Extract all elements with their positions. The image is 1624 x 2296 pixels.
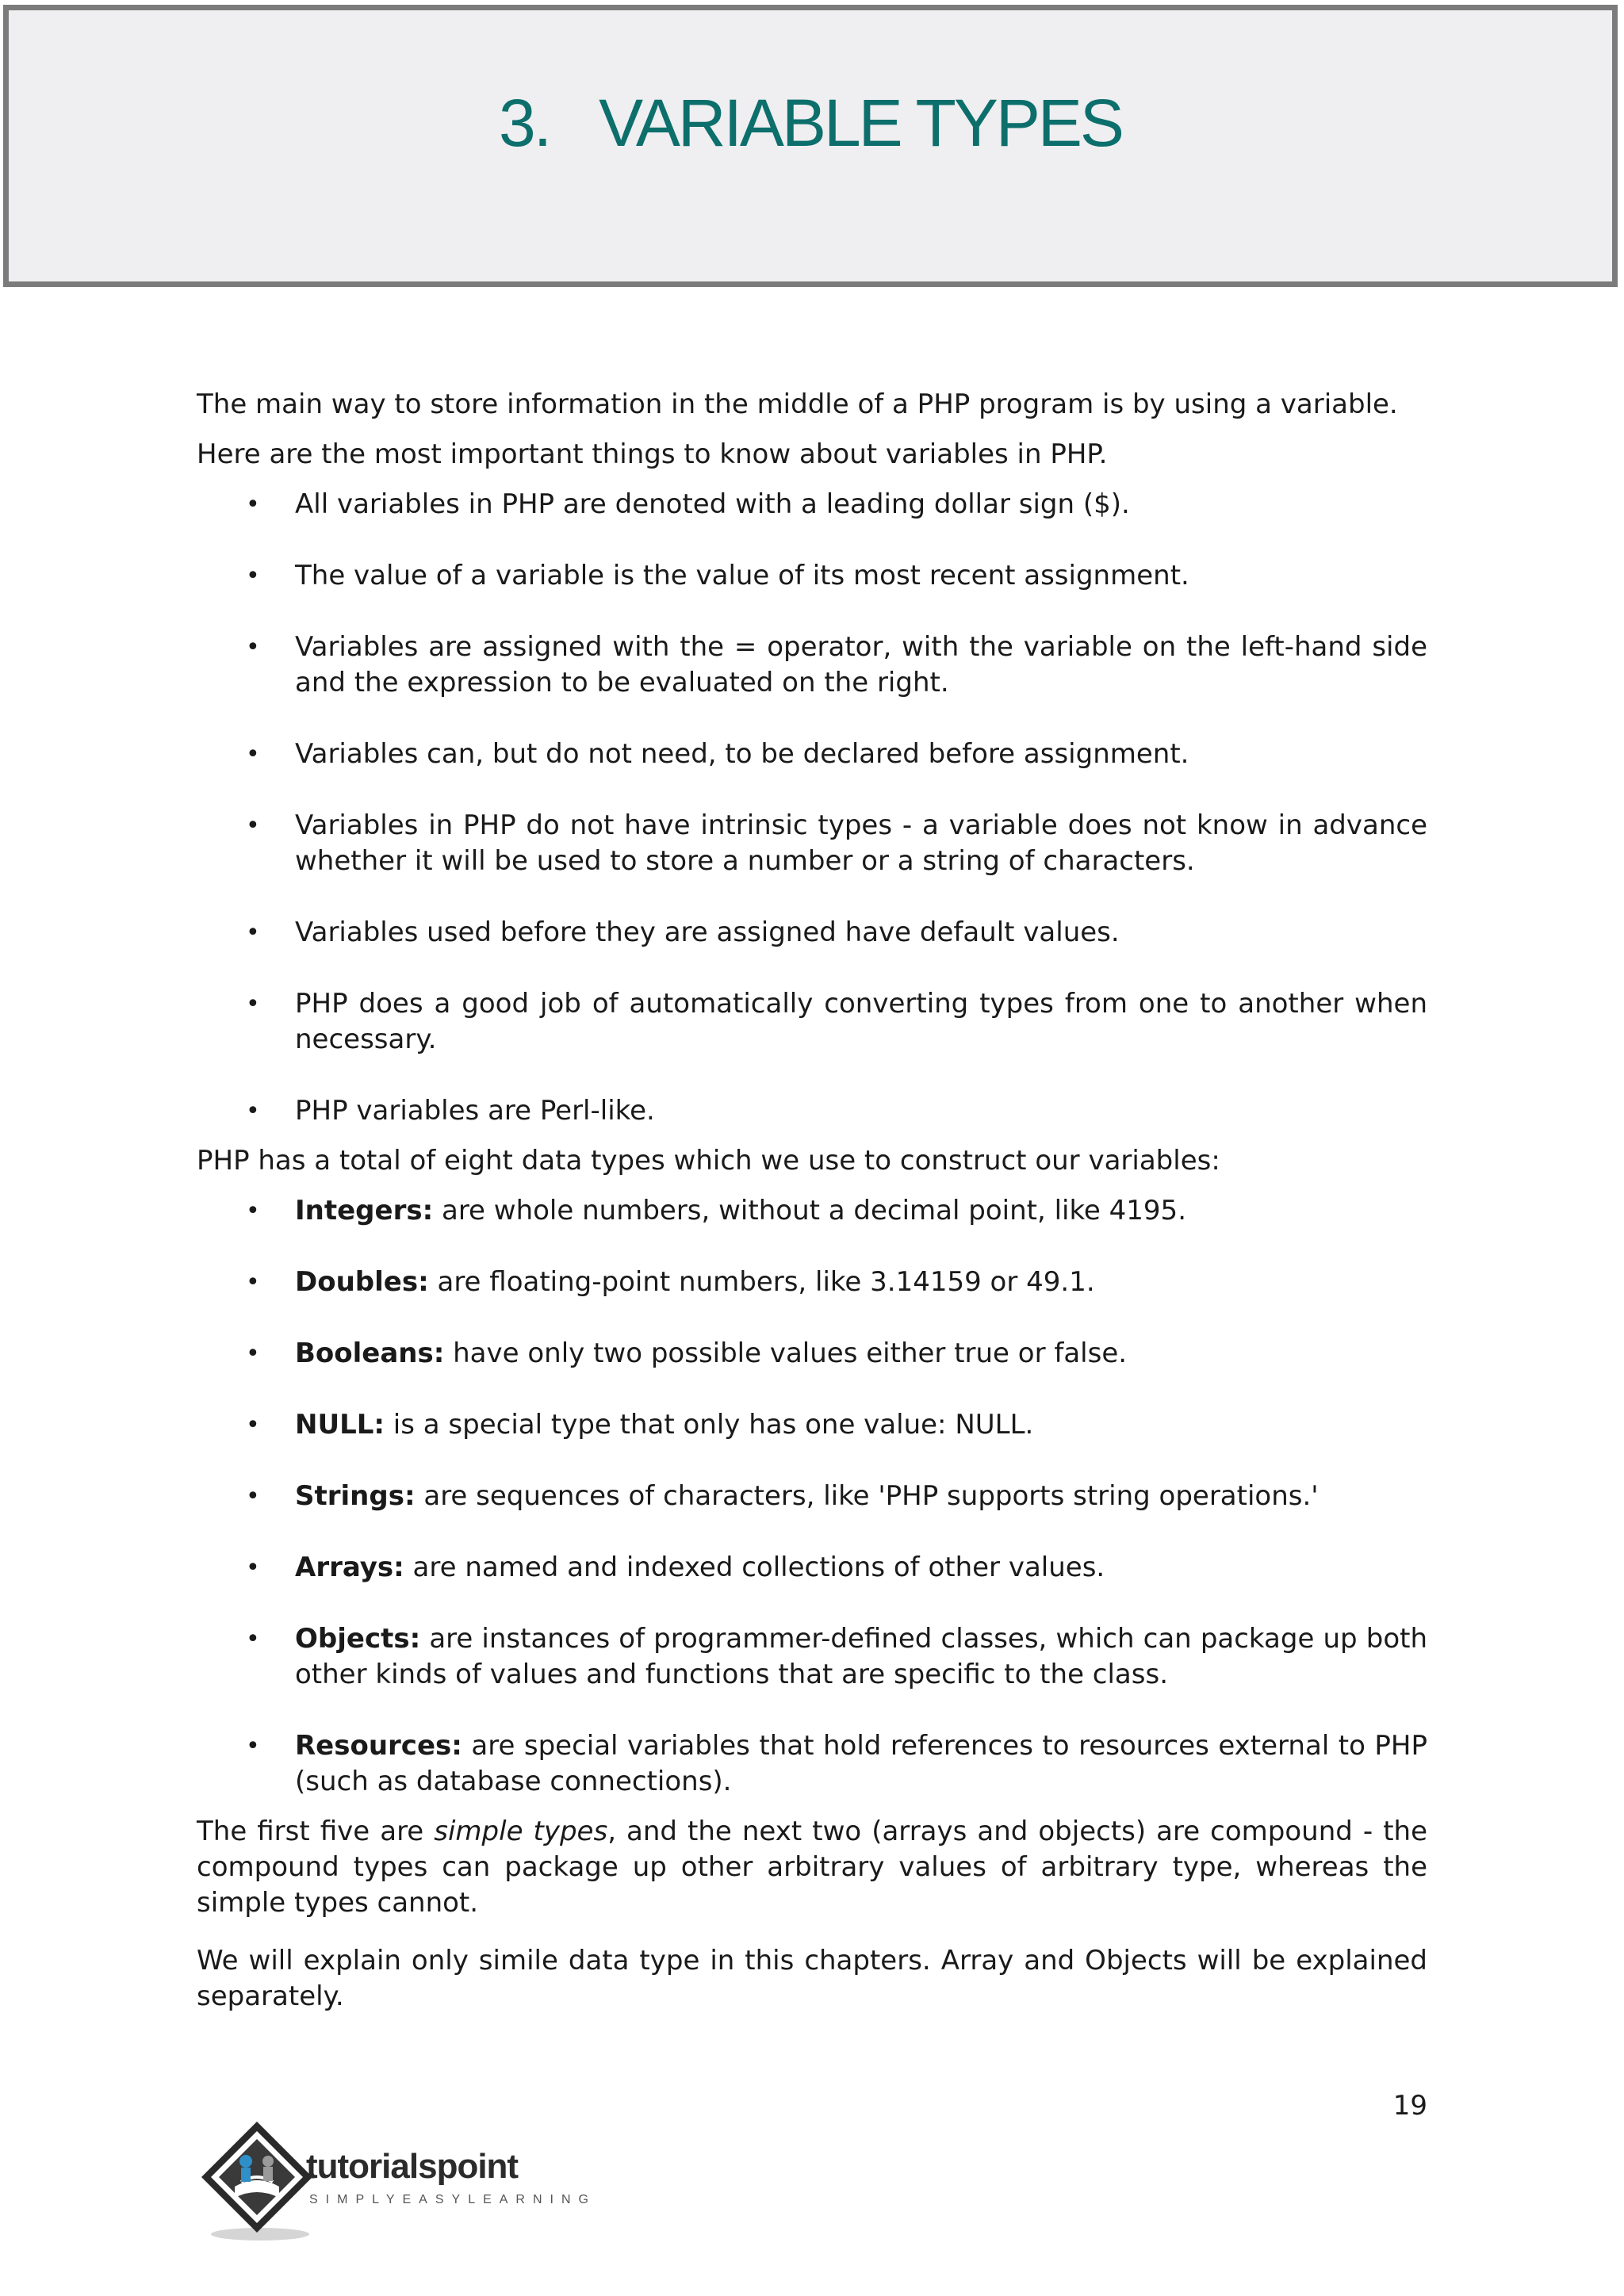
intro-paragraph: The main way to store information in the middle of a PHP program is by using a variable.	[197, 388, 1398, 420]
type-term: Strings:	[295, 1480, 416, 1512]
bullet-icon: •	[246, 562, 260, 590]
list-item: • Variables used before they are assigned have default values.	[197, 915, 1427, 951]
bullet-icon: •	[246, 1554, 260, 1582]
tutorialspoint-logo	[193, 2118, 606, 2245]
bullet-icon: •	[246, 919, 260, 947]
list-item: • PHP variables are Perl-like.	[197, 1093, 1427, 1129]
bullet-icon: •	[246, 1097, 260, 1125]
chapter-title-text: VARIABLE TYPES	[599, 86, 1122, 160]
list-item	[197, 1407, 1427, 1443]
chapter-title	[9, 86, 1612, 160]
bullet-icon: •	[246, 1269, 260, 1296]
list-item: • The value of a variable is the value of its most recent assignment.	[197, 558, 1427, 594]
bullet-icon: •	[246, 491, 260, 519]
type-term: Objects:	[295, 1623, 421, 1655]
type-description: are sequences of characters, like 'PHP supports string operations.'	[415, 1480, 1319, 1512]
type-term: Integers:	[295, 1195, 434, 1226]
type-term: Resources:	[295, 1730, 462, 1762]
chapter-number: 3.	[499, 86, 550, 160]
list-item: • Variables in PHP do not have intrinsic types - a variable does not know in advance whether it will be used to store a number or a string of characters.	[246, 809, 1427, 877]
list-item: • PHP does a good job of automatically converting types from one to another when necessary.	[246, 988, 1427, 1055]
bullet-icon: •	[246, 740, 260, 768]
type-description: have only two possible values either true or false.	[444, 1337, 1128, 1369]
chapter-header	[3, 5, 1618, 287]
logo-diamond-icon	[193, 2118, 320, 2245]
list-item	[197, 1621, 1427, 1693]
type-term: NULL:	[295, 1409, 385, 1441]
variable-facts-list	[197, 487, 1427, 1129]
type-description: are whole numbers, without a decimal point, like 4195.	[433, 1195, 1186, 1226]
bullet-icon: •	[246, 1483, 260, 1510]
type-description: are instances of programmer-defined classes, which can package up both other kinds of values and functions that are specific to the class.	[295, 1623, 1427, 1690]
type-description: are named and indexed collections of other values.	[404, 1552, 1105, 1583]
page-content	[197, 387, 1427, 2037]
type-description: are special variables that hold references to resources external to PHP (such as database connections).	[295, 1730, 1427, 1797]
list-item	[197, 1336, 1427, 1372]
intro-paragraph: Here are the most important things to know about variables in PHP.	[197, 438, 1108, 470]
list-item: • Variables are assigned with the = operator, with the variable on the left-hand side and the expression to be evaluated on the right.	[246, 631, 1427, 698]
logo-tagline: SIMPLYEASYLEARNING	[309, 2193, 596, 2206]
bullet-icon: •	[246, 812, 260, 840]
list-item	[197, 1479, 1427, 1514]
type-term: Booleans:	[295, 1337, 445, 1369]
bullet-icon: •	[246, 633, 260, 661]
bullet-icon: •	[246, 1411, 260, 1439]
logo-wordmark: tutorialspoint	[306, 2147, 519, 2186]
bullet-icon: •	[246, 990, 260, 1018]
closing-paragraph: We will explain only simile data type in this chapters. Array and Objects will be explained separately.	[197, 1945, 1427, 2012]
list-item: • All variables in PHP are denoted with a leading dollar sign ($).	[197, 487, 1427, 522]
simple-types-emphasis: simple types	[434, 1816, 608, 1847]
type-description: is a special type that only has one value: NULL.	[385, 1409, 1034, 1441]
type-description: are floating-point numbers, like 3.14159 or 49.1.	[428, 1266, 1095, 1298]
page-number: 19	[1392, 2090, 1427, 2122]
bullet-icon: •	[246, 1625, 260, 1653]
list-item	[197, 1728, 1427, 1800]
summary-paragraph: The first five are simple types, and the next two (arrays and objects) are compound - the compound types can package up other arbitrary values of arbitrary type, whereas the simple types cannot.	[197, 1816, 1427, 1919]
list-item	[197, 1193, 1427, 1229]
types-intro-paragraph: PHP has a total of eight data types which we use to construct our variables:	[197, 1145, 1220, 1177]
type-term: Arrays:	[295, 1552, 404, 1583]
bullet-icon: •	[246, 1732, 260, 1760]
bullet-icon: •	[246, 1197, 260, 1225]
bullet-icon: •	[246, 1340, 260, 1368]
list-item	[197, 1550, 1427, 1586]
data-types-list	[197, 1193, 1427, 1800]
list-item	[197, 1265, 1427, 1300]
list-item: • Variables can, but do not need, to be declared before assignment.	[197, 737, 1427, 772]
type-term: Doubles:	[295, 1266, 429, 1298]
